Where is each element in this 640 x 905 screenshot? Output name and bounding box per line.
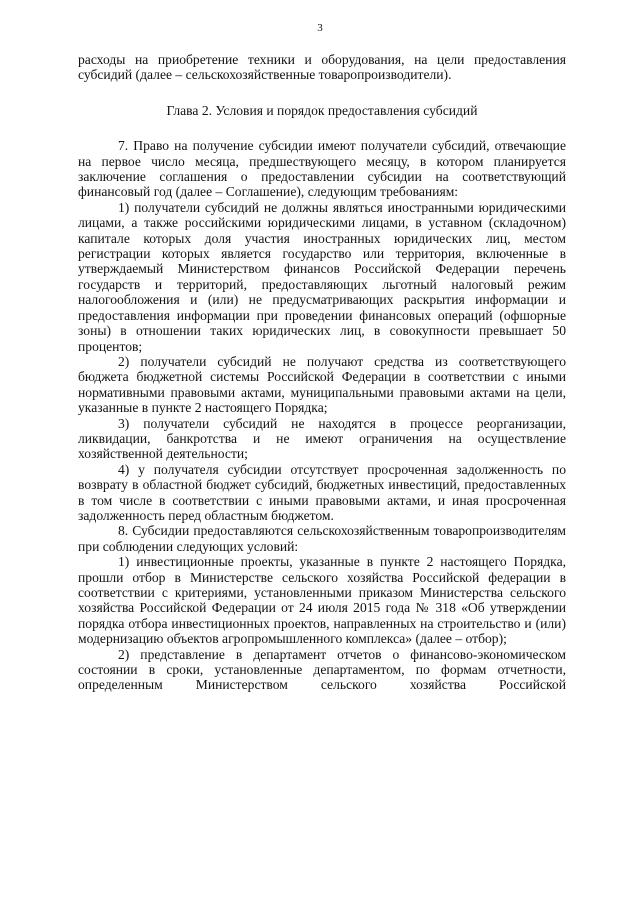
chapter-heading: Глава 2. Условия и порядок предоставления субсидий bbox=[166, 102, 478, 118]
document-body bbox=[78, 52, 566, 693]
clause-7-item-4: 4) у получателя субсидии отсутствует просроченная задолженность по возврату в областной бюджет субсидий, бюджетных инвестиций, предоставленных в том числе в соответствии с иными правовыми актами, и иная просроченная задолженность перед областным бюджетом. bbox=[78, 461, 566, 523]
paragraph-continuation: расходы на приобретение техники и оборудования, на цели предоставления субсидий (далее – сельскохозяйственные товаропроизводители). bbox=[78, 52, 566, 83]
clause-8-item-1: 1) инвестиционные проекты, указанные в пункте 2 настоящего Порядка, прошли отбор в Министерстве сельского хозяйства Российской федерации в соответствии с критериями, установленными приказом Министерства сельского хозяйства Российской Федерации от 24 июля 2015 года № 318 «Об утверждении порядка отбора инвестиционных проектов, направленных на строительство и (или) модернизацию объектов агропромышленного комплекса» (далее – отбор); bbox=[78, 554, 566, 647]
clause-7-item-1: 1) получатели субсидий не должны являться иностранными юридическими лицами, а также российскими юридическими лицами, в уставном (складочном) капитале которых доля участия иностранных юридических лиц, местом регистрации которых является государство или территория, включенные в утверждаемый Министерством финансов Российской Федерации перечень государств и территорий, предоставляющих льготный налоговый режим налогообложения и (или) не предусматривающих раскрытия информации и предоставления информации при проведении финансовых операций (офшорные зоны) в отношении таких юридических лиц, в совокупности превышает 50 процентов; bbox=[78, 199, 566, 354]
clause-8: 8. Субсидии предоставляются сельскохозяйственным товаропроизводителям при соблюдении следующих условий: bbox=[78, 523, 566, 554]
clause-7-item-3: 3) получатели субсидий не находятся в процессе реорганизации, ликвидации, банкротства и не имеют ограничения на осуществление хозяйственной деятельности; bbox=[78, 415, 566, 462]
clause-8-item-2: 2) представление в департамент отчетов о финансово-экономическом состоянии в сроки, установленные департаментом, по формам отчетности, определенным Министерством сельского хозяйства Российской bbox=[78, 646, 566, 693]
clause-7-item-2: 2) получатели субсидий не получают средства из соответствующего бюджета бюджетной системы Российской Федерации в соответствии с иными нормативными правовыми актами, муниципальными правовыми актами на цели, указанные в пункте 2 настоящего Порядка; bbox=[78, 353, 566, 416]
clause-7: 7. Право на получение субсидии имеют получатели субсидий, отвечающие на первое число месяца, предшествующего месяцу, в котором планируется заключение соглашения о предоставлении субсидии на соответствующий финансовый год (далее – Соглашение), следующим требованиям: bbox=[78, 138, 566, 200]
page-number: 3 bbox=[317, 22, 323, 34]
